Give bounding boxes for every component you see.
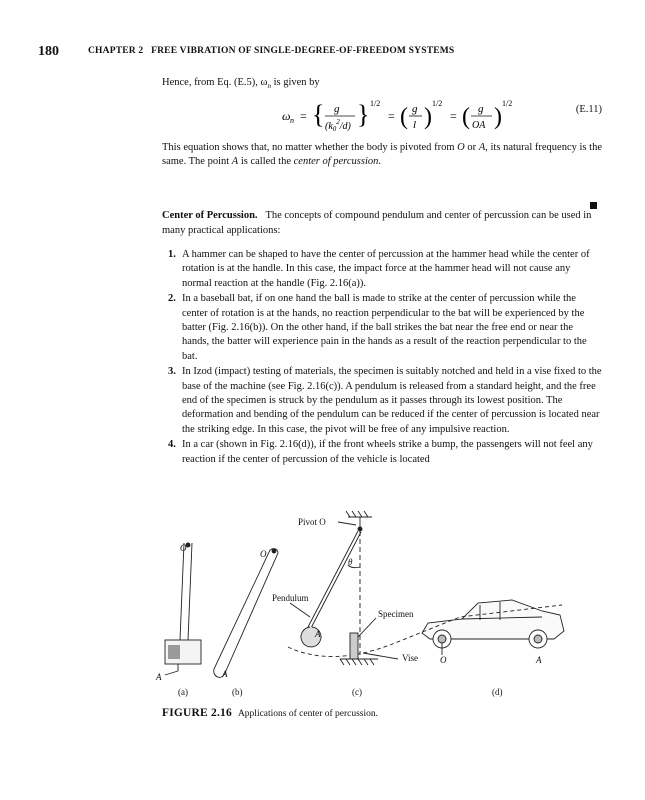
end-of-example-mark [590,202,597,209]
figure-caption [162,707,378,719]
equation-number: (E.11) [575,104,602,115]
running-header [88,46,454,56]
svg-text:=: = [388,109,395,123]
label-o-d: O [440,655,447,665]
chapter-title: FREE VIBRATION OF SINGLE-DEGREE-OF-FREEDOM SYSTEMS [151,46,455,56]
label-vise: Vise [402,653,418,663]
eq-omega-sub: n [290,116,294,125]
figure-label: FIGURE 2.16 [162,707,232,719]
section-intro-text: The concepts of compound pendulum and center of percussion can be used in many practical applications: [162,210,592,236]
car-drawing [390,600,564,655]
svg-text:=: = [450,109,457,123]
sublabel-a: (a) [178,687,188,697]
eq-brace-right: } [357,100,370,129]
figure-2-16 [150,505,570,700]
eq-brace-left: { [312,100,325,129]
hammer-drawing [165,543,201,675]
eq-oa: OA [472,120,486,131]
eq-exp2: 1/2 [432,99,443,108]
eq-exp1: 1/2 [370,99,381,108]
eq-g3: g [478,103,484,115]
section-intro [162,209,602,238]
page-number: 180 [38,44,59,59]
svg-text:): ) [494,104,502,130]
label-a-c: A [315,629,321,639]
eq-exp3: 1/2 [502,99,513,108]
svg-text:): ) [424,104,432,130]
eq-l: l [413,119,417,131]
eq-g1: g [334,103,340,115]
eq-k0d: $(k_0^2/d)$ [325,118,351,133]
list-item: 2. In a baseball bat, if on one hand the ball is made to strike at the center of percussion while the center of rotation is at the hands, no reaction perpendicular to the bat will be experienced by the batter (Fig. 2.16(b)). On the other hand, if the ball strikes the bat near the free end or near the hands, the batter will experience pain in the hands as a result of the reaction perpendicular to the bat. [168,293,587,362]
label-a-b: A [222,669,228,679]
eq-g2: g [412,103,418,115]
list-item: 3. In Izod (impact) testing of materials, the specimen is suitably notched and held in a vise fixed to the base of the machine (see Fig. 2.16(c)). A pendulum is released from a standard height, and the free end of the specimen is struck by the pendulum as it passes through its lowest position. The deformation and bending of the pendulum can be reduced if the center of percussion is located near the striking edge. In this case, the pivot will be free of any impulsive reaction. [168,366,602,435]
list-item: 1. A hammer can be shaped to have the center of percussion at the hammer head while the center of rotation is at the handle. In this case, the impact force at the hammer head will not cause any normal reaction at the handle (Fig. 2.16(a)). [168,249,590,289]
svg-text:(: ( [462,104,470,130]
lead-sentence: Hence, from Eq. (E.5), $\omega_n$ is given by [162,77,320,91]
label-pivot: Pivot O [298,517,326,527]
sublabel-c: (c) [352,687,362,697]
svg-text:=: = [300,109,307,123]
figure-caption-text: Applications of center of percussion. [237,709,379,719]
sublabel-b: (b) [232,687,243,697]
izod-drawing [288,511,398,665]
label-o-a: O [180,543,187,553]
svg-text:(: ( [400,104,408,130]
label-theta: θ [348,557,353,567]
sublabel-d: (d) [492,687,503,697]
label-a-a: A [156,672,162,682]
paragraph-conclusion: This equation shows that, no matter whether the body is pivoted from O or A, its natural frequency is the same. The point A is called the center of percussion. [162,142,602,167]
list-item: 4. In a car (shown in Fig. 2.16(d)), if the front wheels strike a bump, the passengers will not feel any reaction if the center of percussion of the vehicle is located [168,439,593,465]
applications-list [162,248,602,468]
chapter-label: CHAPTER 2 [88,46,144,56]
equation-e11 [162,96,602,136]
label-a-d: A [536,655,542,665]
section-heading: Center of Percussion. [162,210,258,221]
eq-omega: ω [282,109,291,123]
label-specimen: Specimen [378,609,414,619]
bat-drawing [214,549,278,678]
label-o-b: O [260,549,267,559]
label-pendulum: Pendulum [272,593,309,603]
